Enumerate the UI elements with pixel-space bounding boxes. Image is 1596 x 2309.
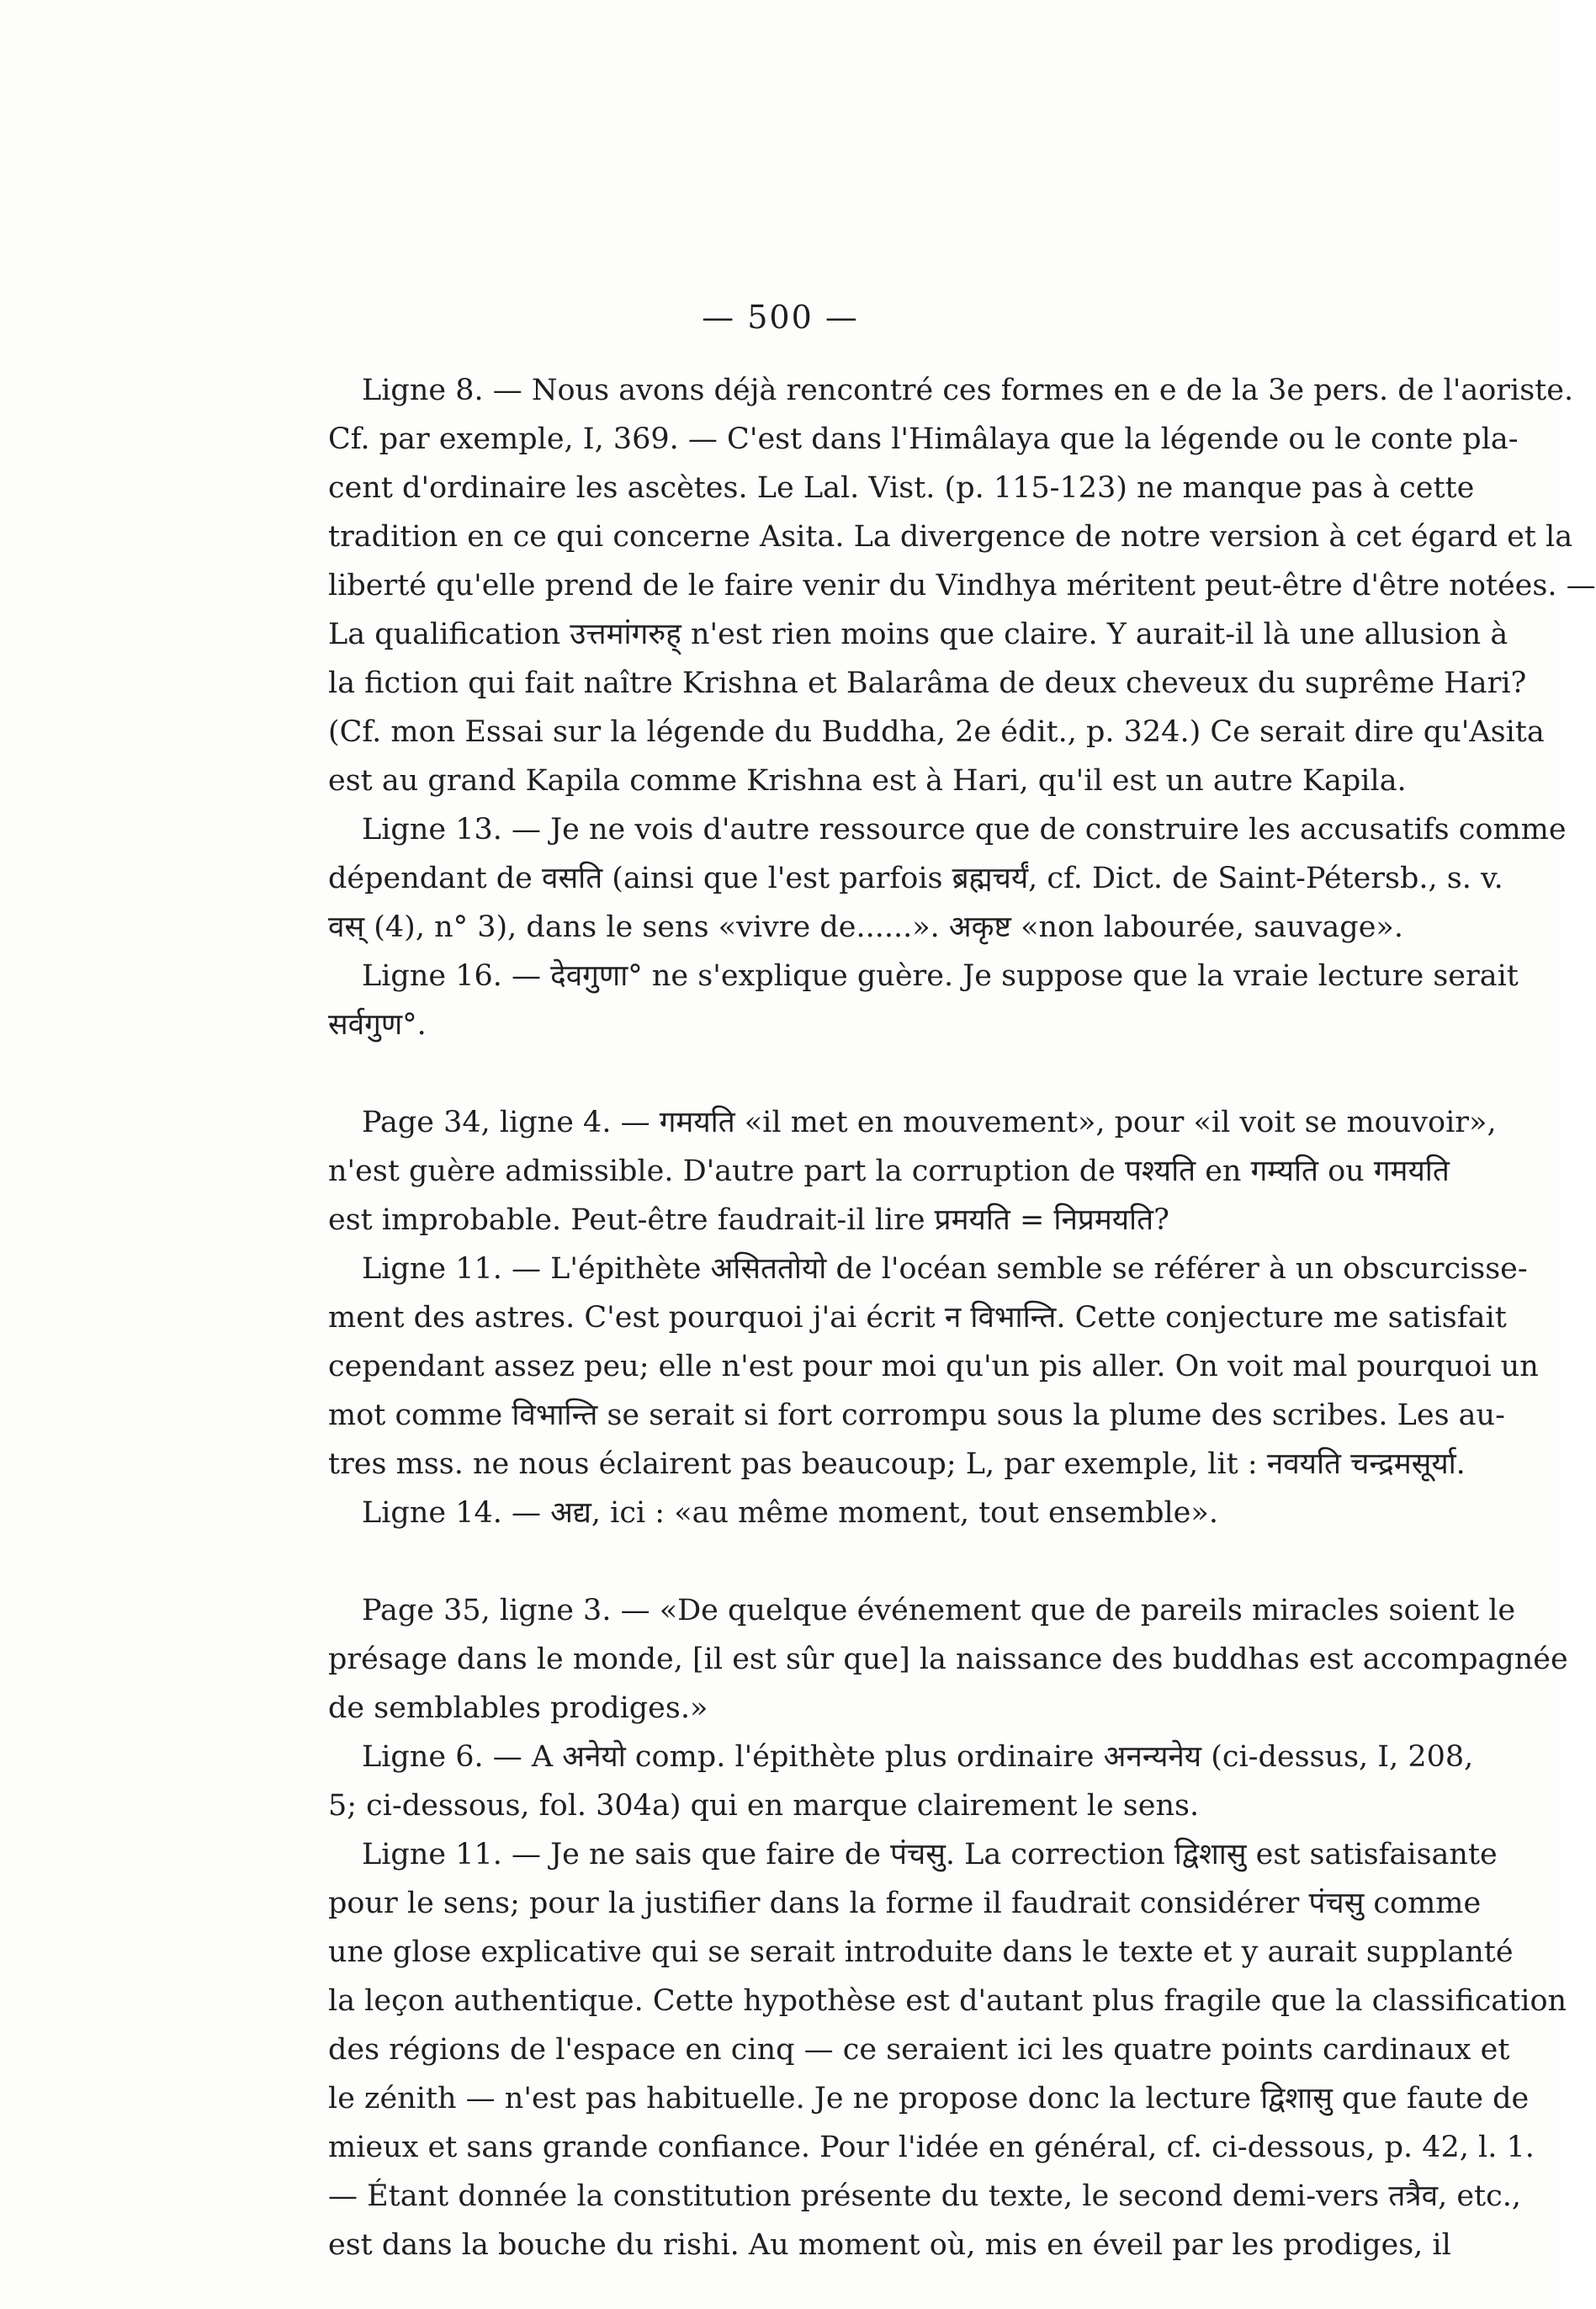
text-line: de semblables prodiges.» bbox=[328, 1691, 708, 1725]
text-line: des régions de l'espace en cinq — ce seraient ici les quatre points cardinaux et bbox=[328, 2033, 1510, 2067]
note-paragraph bbox=[328, 1586, 1568, 1733]
text-line: est dans la bouche du rishi. Au moment où, mis en éveil par les prodiges, il bbox=[328, 2228, 1451, 2262]
text-line: la leçon authentique. Cette hypothèse est d'autant plus fragile que la classification bbox=[328, 1984, 1567, 2018]
text-line: tres mss. ne nous éclairent pas beaucoup; L, par exemple, lit : नवयति चन्द्रमसूर्या. bbox=[328, 1447, 1466, 1481]
text-line: mot comme विभान्ति se serait si fort corrompu sous la plume des scribes. Les au- bbox=[328, 1399, 1505, 1432]
text-line: Ligne 11. — L'épithète असिततोयो de l'océan semble se référer à un obscurcisse- bbox=[362, 1252, 1528, 1286]
page-number: — 500 — bbox=[702, 299, 859, 336]
text-line: ment des astres. C'est pourquoi j'ai écrit न विभान्ति. Cette conjecture me satisfait bbox=[328, 1301, 1507, 1335]
text-line: Ligne 14. — अद्य, ici : «au même moment, tout ensemble». bbox=[362, 1496, 1218, 1530]
note-paragraph bbox=[328, 952, 1519, 1049]
text-line: pour le sens; pour la justifier dans la forme il faudrait considérer पंचसु comme bbox=[328, 1887, 1482, 1920]
text-line: tradition en ce qui concerne Asita. La divergence de notre version à cet égard et la bbox=[328, 520, 1573, 554]
text-line: Ligne 16. — देवगुणा° ne s'explique guère. Je suppose que la vraie lecture serait bbox=[362, 959, 1519, 993]
text-line: mieux et sans grande confiance. Pour l'idée en général, cf. ci-dessous, p. 42, l. 1. bbox=[328, 2131, 1535, 2164]
note-paragraph bbox=[328, 1830, 1567, 2269]
text-line: le zénith — n'est pas habituelle. Je ne propose donc la lecture द्विशासु que faute de bbox=[328, 2082, 1530, 2115]
text-line: est improbable. Peut-être faudrait-il lire प्रमयति = निप्रमयति? bbox=[328, 1203, 1169, 1237]
text-line: n'est guère admissible. D'autre part la corruption de पश्यति en गम्यति ou गमयति bbox=[328, 1154, 1450, 1188]
note-paragraph bbox=[328, 366, 1596, 805]
text-line: Page 34, ligne 4. — गमयति «il met en mouvement», pour «il voit se mouvoir», bbox=[362, 1106, 1497, 1139]
text-line: dépendant de वसति (ainsi que l'est parfois ब्रह्मचर्यं, cf. Dict. de Saint-Pétersb., s. v. bbox=[328, 862, 1503, 895]
text-line: Ligne 8. — Nous avons déjà rencontré ces formes en e de la 3e pers. de l'aoriste. bbox=[362, 374, 1574, 407]
text-line: est au grand Kapila comme Krishna est à Hari, qu'il est un autre Kapila. bbox=[328, 764, 1407, 798]
text-line: — Étant donnée la constitution présente du texte, le second demi-vers तत्रैव, etc., bbox=[328, 2179, 1521, 2213]
text-line: (Cf. mon Essai sur la légende du Buddha, 2e édit., p. 324.) Ce serait dire qu'Asita bbox=[328, 715, 1545, 749]
paragraph-gap bbox=[328, 1049, 1405, 1098]
text-line: Ligne 6. — A अनेयो comp. l'épithète plus ordinaire अनन्यनेय (ci-dessus, I, 208, bbox=[362, 1740, 1474, 1774]
text-line: La qualification उत्तमांगरुह् n'est rien moins que claire. Y aurait-il là une allusion à bbox=[328, 618, 1509, 651]
text-line: une glose explicative qui se serait introduite dans le texte et y aurait supplanté bbox=[328, 1935, 1514, 1969]
text-line: liberté qu'elle prend de le faire venir du Vindhya méritent peut-être d'être notées. — bbox=[328, 569, 1596, 602]
text-line: 5; ci-dessous, fol. 304a) qui en marque clairement le sens. bbox=[328, 1789, 1200, 1823]
note-paragraph bbox=[328, 1733, 1474, 1830]
text-line: वस् (4), n° 3), dans le sens «vivre de......». अकृष्ट «non labourée, sauvage». bbox=[328, 910, 1403, 944]
text-line: Ligne 13. — Je ne vois d'autre ressource que de construire les accusatifs comme bbox=[362, 813, 1567, 847]
text-line: cependant assez peu; elle n'est pour moi qu'un pis aller. On voit mal pourquoi un bbox=[328, 1350, 1539, 1383]
text-line: la fiction qui fait naître Krishna et Balarâma de deux cheveux du suprême Hari? bbox=[328, 666, 1527, 700]
paragraph-gap bbox=[328, 1537, 1405, 1586]
text-line: Ligne 11. — Je ne sais que faire de पंचसु. La correction द्विशासु est satisfaisante bbox=[362, 1838, 1498, 1871]
notes-text bbox=[328, 366, 1596, 2269]
text-line: cent d'ordinaire les ascètes. Le Lal. Vist. (p. 115-123) ne manque pas à cette bbox=[328, 471, 1475, 505]
text-line: Cf. par exemple, I, 369. — C'est dans l'Himâlaya que la légende ou le conte pla- bbox=[328, 422, 1519, 456]
note-paragraph bbox=[328, 1489, 1405, 1537]
text-line: Page 35, ligne 3. — «De quelque événement que de pareils miracles soient le bbox=[362, 1594, 1516, 1627]
note-paragraph bbox=[328, 1245, 1539, 1489]
note-paragraph bbox=[328, 805, 1567, 952]
text-line: présage dans le monde, [il est sûr que] la naissance des buddhas est accompagnée bbox=[328, 1643, 1568, 1676]
note-paragraph bbox=[328, 1098, 1497, 1245]
text-line: सर्वगुण°. bbox=[328, 1008, 427, 1042]
